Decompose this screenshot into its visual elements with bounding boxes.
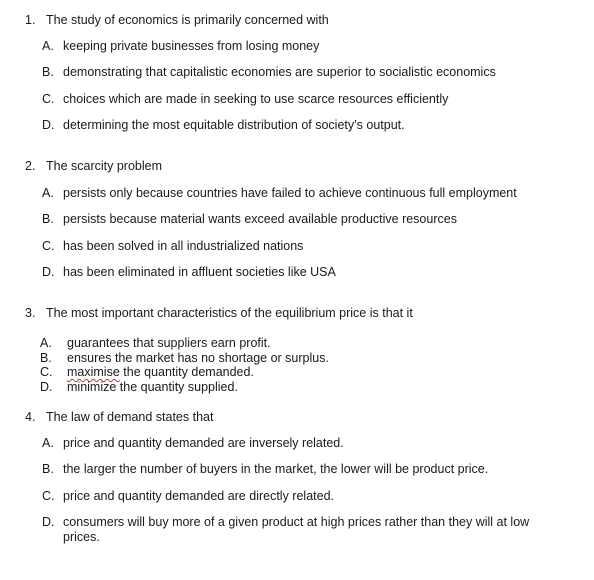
- question-3-option-a-text: guarantees that suppliers earn profit.: [67, 336, 271, 350]
- question-2-number: 2.: [25, 159, 36, 173]
- question-1-text: The study of economics is primarily concerned with: [46, 13, 329, 27]
- question-3-option-c-rest: the quantity demanded.: [119, 365, 254, 379]
- question-2-option-b-text: persists because material wants exceed available productive resources: [63, 212, 457, 226]
- question-4-text: The law of demand states that: [46, 410, 214, 424]
- question-2-option-c-text: has been solved in all industrialized nations: [63, 239, 304, 253]
- question-2-option-d-text: has been eliminated in affluent societies like USA: [63, 265, 336, 279]
- question-3-option-c-text: [67, 365, 254, 379]
- question-4-option-c-text: price and quantity demanded are directly related.: [63, 489, 334, 503]
- question-1-option-a-letter: A.: [42, 39, 54, 53]
- question-1-option-d-text: determining the most equitable distribution of society’s output.: [63, 118, 405, 132]
- question-3-option-d-letter: D.: [40, 380, 53, 394]
- question-3-option-a-letter: A.: [40, 336, 52, 350]
- question-1-option-b-letter: B.: [42, 65, 54, 79]
- question-2-option-b-letter: B.: [42, 212, 54, 226]
- question-4-option-a-letter: A.: [42, 436, 54, 450]
- spellcheck-flagged-word[interactable]: maximise: [67, 365, 120, 379]
- question-2-option-a-text: persists only because countries have failed to achieve continuous full employment: [63, 186, 517, 200]
- question-1-option-c-letter: C.: [42, 92, 55, 106]
- question-2-text: The scarcity problem: [46, 159, 163, 173]
- question-4-option-b-text: the larger the number of buyers in the market, the lower will be product price.: [63, 462, 489, 476]
- question-1-option-d-letter: D.: [42, 118, 55, 132]
- question-4-option-d-text-line-2: prices.: [63, 530, 100, 544]
- question-1-option-a-text: keeping private businesses from losing money: [63, 39, 320, 53]
- question-4-option-c-letter: C.: [42, 489, 55, 503]
- question-3-option-d-text: minimize the quantity supplied.: [67, 380, 238, 394]
- question-3-option-b-text: ensures the market has no shortage or surplus.: [67, 351, 329, 365]
- question-4-number: 4.: [25, 410, 36, 424]
- question-4-option-b-letter: B.: [42, 462, 54, 476]
- question-4-option-a-text: price and quantity demanded are inversely related.: [63, 436, 344, 450]
- question-4-option-d-text-line-1: consumers will buy more of a given product at high prices rather than they will at low: [63, 515, 530, 529]
- question-3-number: 3.: [25, 306, 36, 320]
- question-3-option-b-letter: B.: [40, 351, 52, 365]
- question-2-option-a-letter: A.: [42, 186, 54, 200]
- question-2-option-d-letter: D.: [42, 265, 55, 279]
- question-2-option-c-letter: C.: [42, 239, 55, 253]
- question-1-option-c-text: choices which are made in seeking to use scarce resources efficiently: [63, 92, 449, 106]
- question-4-option-d-letter: D.: [42, 515, 55, 529]
- question-3-text: The most important characteristics of the equilibrium price is that it: [46, 306, 413, 320]
- question-1-number: 1.: [25, 13, 36, 27]
- question-3-option-c-letter: C.: [40, 365, 53, 379]
- question-1-option-b-text: demonstrating that capitalistic economies are superior to socialistic economics: [63, 65, 496, 79]
